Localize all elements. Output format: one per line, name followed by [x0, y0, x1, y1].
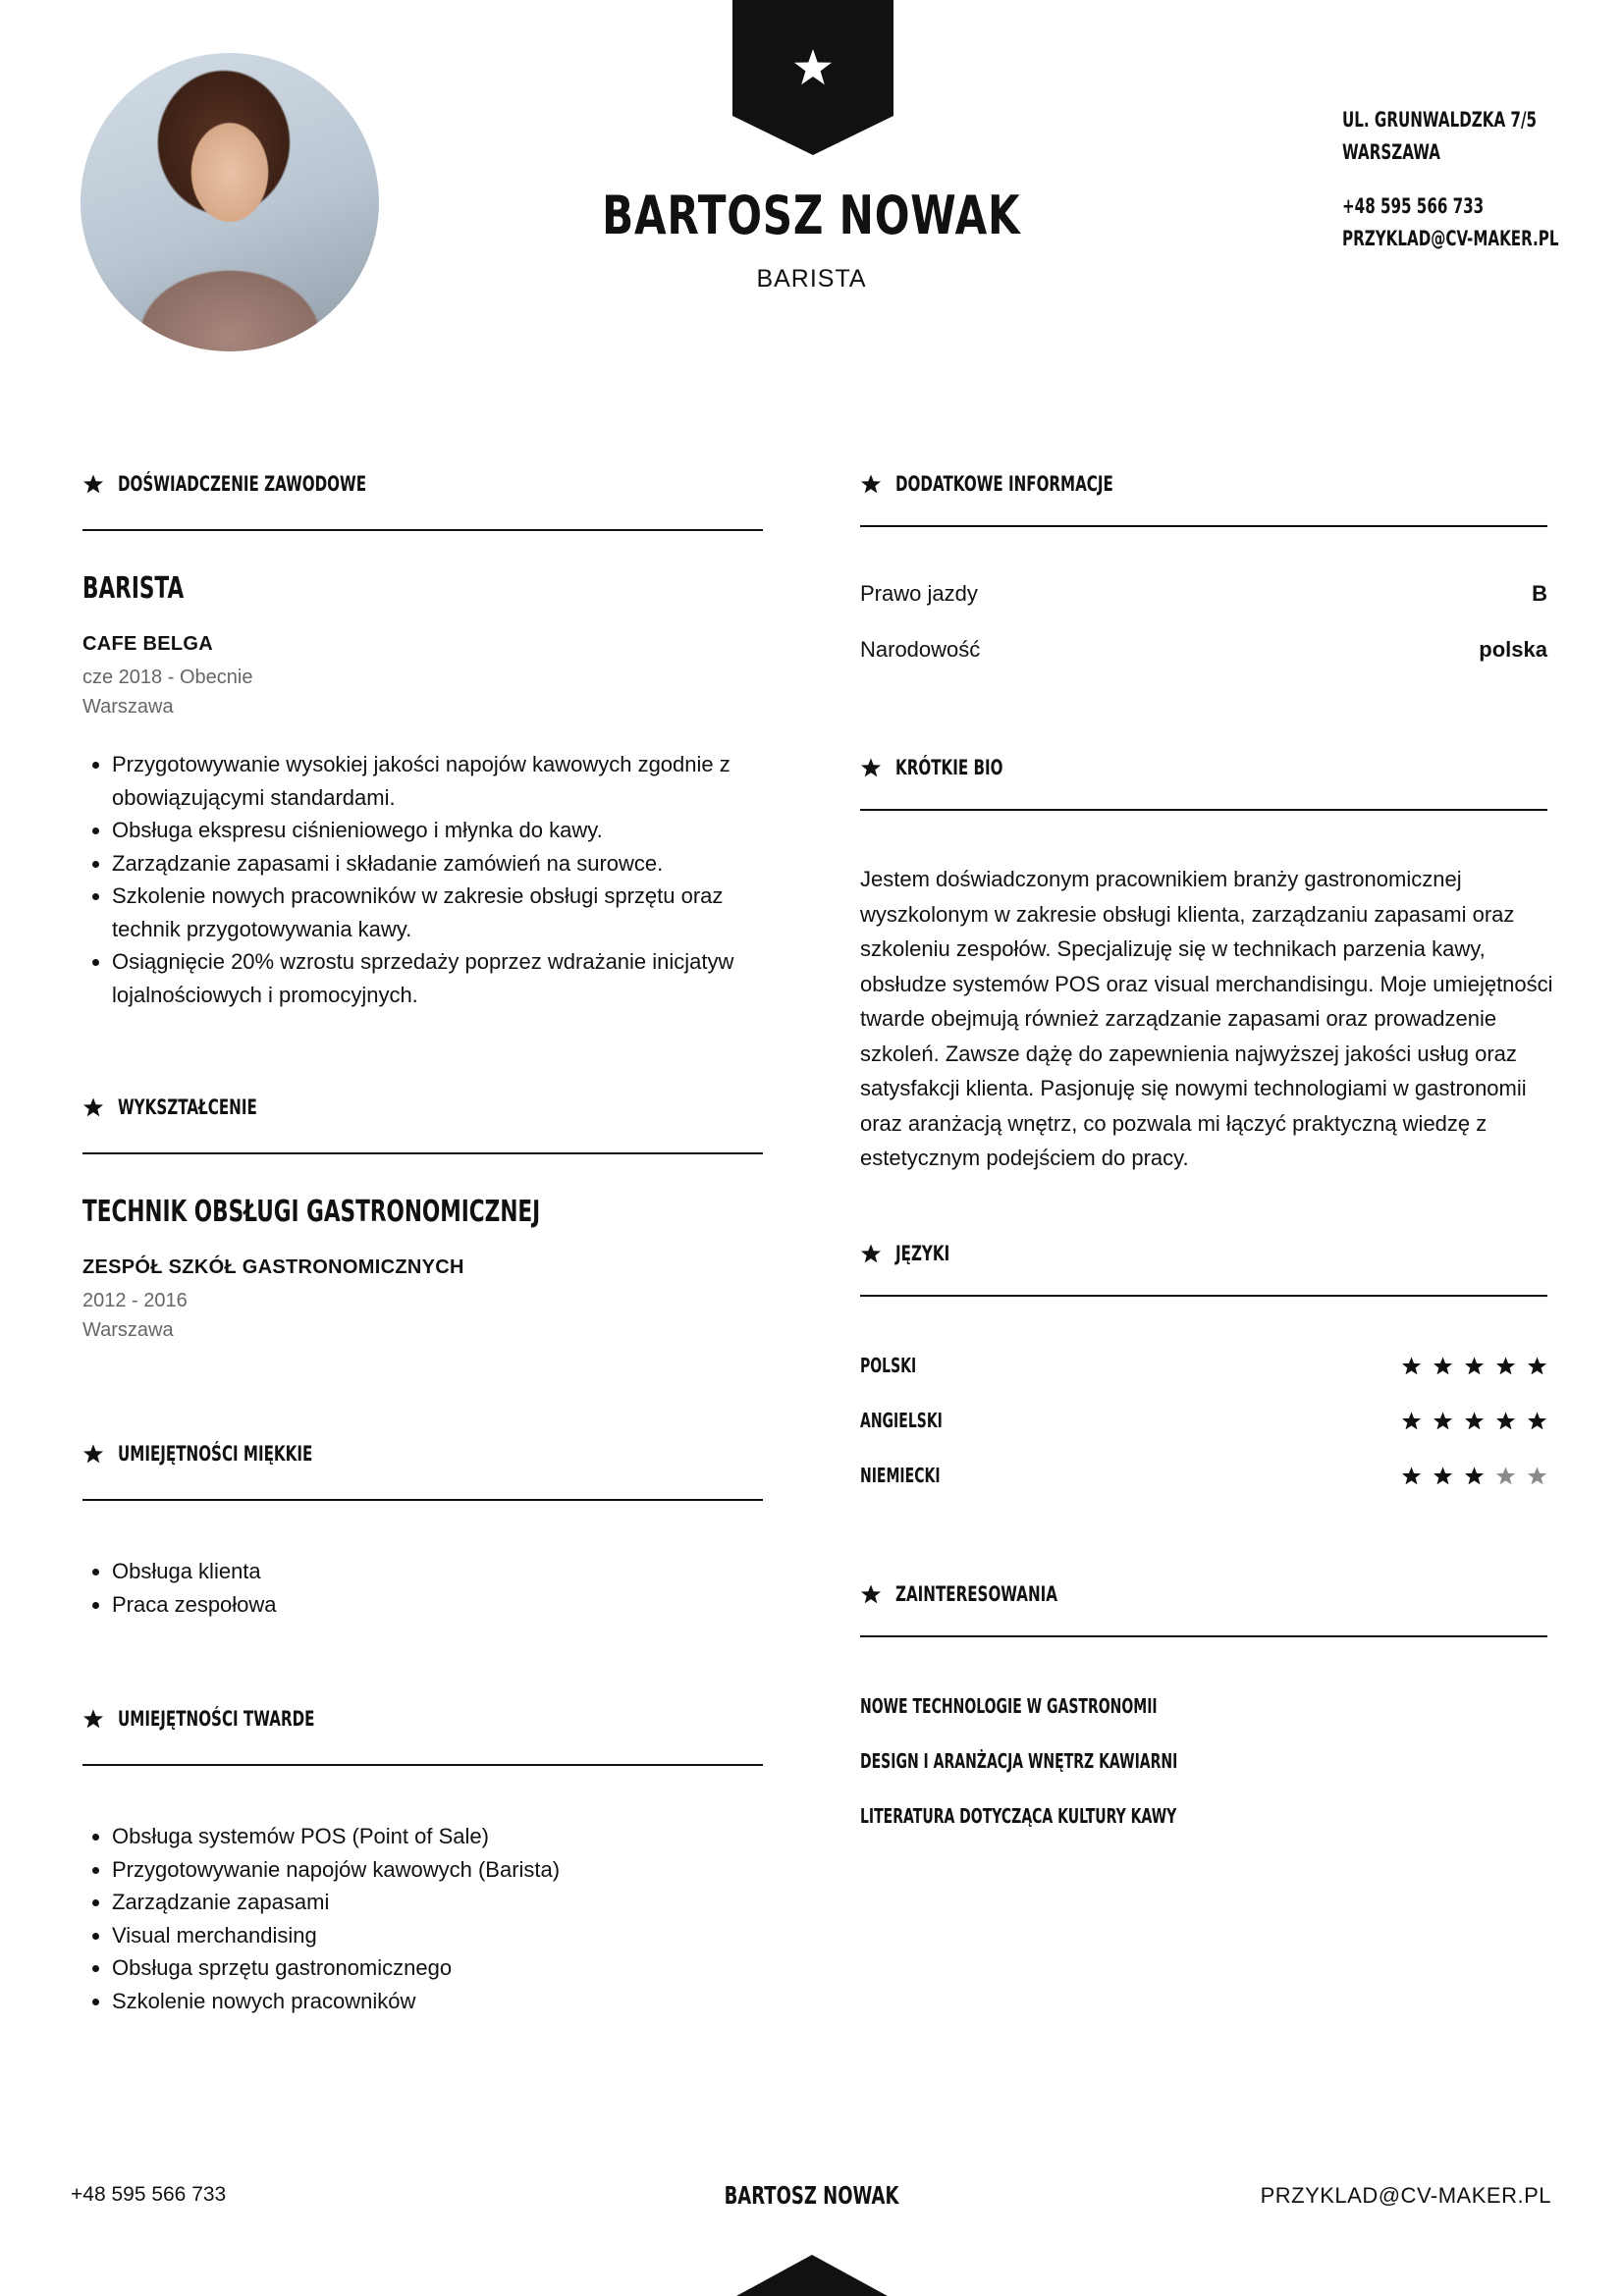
list-item: • Szkolenie nowych pracowników [112, 1985, 750, 2018]
section-title: WYKSZTAŁCENIE [118, 1095, 257, 1119]
list-item: • Przygotowywanie wysokiej jakości napojów kawowych zgodnie z obowiązującymi standardami. [112, 748, 750, 814]
footer-triangle [736, 2255, 888, 2296]
section-title: UMIEJĘTNOŚCI TWARDE [118, 1706, 315, 1731]
star-icon [860, 1583, 882, 1605]
section-divider [82, 1152, 763, 1154]
language-row [860, 1464, 1547, 1493]
star-filled-icon [1464, 1466, 1485, 1486]
star-filled-icon [1401, 1466, 1422, 1486]
soft-skills-section [82, 1439, 763, 1468]
language-rating [1401, 1411, 1547, 1431]
section-title: DOŚWIADCZENIE ZAWODOWE [118, 471, 367, 496]
section-divider [860, 1295, 1547, 1297]
footer-name: BARTOSZ NOWAK [724, 2181, 899, 2210]
star-filled-icon [1433, 1356, 1453, 1376]
star-filled-icon [1527, 1411, 1547, 1431]
star-icon [82, 473, 104, 495]
list-item: • Obsługa ekspresu ciśnieniowego i młynka do kawy. [112, 814, 750, 847]
star-filled-icon [1495, 1356, 1516, 1376]
phone: +48 595 566 733 [1342, 194, 1485, 218]
soft-skills-list [82, 1555, 750, 1621]
section-divider [860, 809, 1547, 811]
education-section [82, 1093, 763, 1122]
info-value: polska [1479, 637, 1547, 662]
section-divider [860, 1635, 1547, 1637]
language-row [860, 1354, 1547, 1383]
info-label: Prawo jazdy [860, 581, 978, 606]
list-item: • Obsługa klienta [112, 1555, 750, 1588]
section-title: ZAINTERESOWANIA [895, 1581, 1057, 1606]
additional-info-section [860, 469, 1547, 499]
list-item: • Praca zespołowa [112, 1588, 750, 1622]
info-label: Narodowość [860, 637, 981, 662]
list-item: • Osiągnięcie 20% wzrostu sprzedaży poprzez wdrażanie inicjatyw lojalnościowych i promocyjnych. [112, 945, 750, 1011]
section-title: JĘZYKI [895, 1241, 950, 1265]
languages-section [860, 1239, 1547, 1268]
section-divider [82, 1764, 763, 1766]
list-item: • Zarządzanie zapasami [112, 1886, 750, 1919]
section-divider [82, 1499, 763, 1501]
footer-phone: +48 595 566 733 [71, 2183, 227, 2206]
address-line2: WARSZAWA [1342, 140, 1440, 164]
star-filled-icon [1401, 1356, 1422, 1376]
star-filled-icon [1464, 1411, 1485, 1431]
candidate-job-title: BARISTA [756, 265, 867, 293]
star-icon [82, 1443, 104, 1465]
star-icon [860, 1243, 882, 1264]
list-item: • Zarządzanie zapasami i składanie zamówień na surowce. [112, 847, 750, 881]
experience-section [82, 469, 763, 499]
list-item: • Visual merchandising [112, 1919, 750, 1952]
section-title: UMIEJĘTNOŚCI MIĘKKIE [118, 1441, 313, 1466]
star-icon [82, 1708, 104, 1730]
language-row [860, 1409, 1547, 1438]
degree: TECHNIK OBSŁUGI GASTRONOMICZNEJ [82, 1195, 541, 1229]
star-empty-icon [1527, 1466, 1547, 1486]
list-item: • Szkolenie nowych pracowników w zakresie obsługi sprzętu oraz technik przygotowywania kawy. [112, 880, 750, 945]
star-icon [82, 1096, 104, 1118]
info-value: B [1532, 581, 1547, 606]
language-rating [1401, 1466, 1547, 1486]
section-divider [860, 525, 1547, 527]
star-filled-icon [1433, 1411, 1453, 1431]
job-period: cze 2018 - Obecnie [82, 667, 253, 688]
interest-item: DESIGN I ARANŻACJA WNĘTRZ KAWIARNI [860, 1749, 1178, 1773]
list-item: • Przygotowywanie napojów kawowych (Barista) [112, 1853, 750, 1887]
language-name: ANGIELSKI [860, 1409, 943, 1432]
star-filled-icon [1495, 1411, 1516, 1431]
interests-section [860, 1579, 1547, 1609]
list-item: • Obsługa sprzętu gastronomicznego [112, 1951, 750, 1985]
star-icon [860, 757, 882, 778]
star-empty-icon [1495, 1466, 1516, 1486]
language-name: NIEMIECKI [860, 1464, 941, 1487]
header-ribbon [732, 0, 893, 155]
star-filled-icon [1527, 1356, 1547, 1376]
hard-skills-list [82, 1820, 750, 2017]
contact-block [1342, 104, 1623, 255]
hard-skills-section [82, 1704, 763, 1734]
candidate-name: BARTOSZ NOWAK [602, 185, 1021, 246]
job-location: Warszawa [82, 696, 174, 718]
star-filled-icon [1401, 1411, 1422, 1431]
star-filled-icon [1433, 1466, 1453, 1486]
company-name: CAFE BELGA [82, 633, 213, 655]
address-line1: UL. GRUNWALDZKA 7/5 [1342, 108, 1537, 132]
language-rating [1401, 1356, 1547, 1376]
interest-item: NOWE TECHNOLOGIE W GASTRONOMII [860, 1694, 1158, 1718]
section-title: KRÓTKIE BIO [895, 755, 1003, 779]
star-icon [860, 473, 882, 495]
section-divider [82, 529, 763, 531]
language-name: POLSKI [860, 1354, 917, 1377]
school-name: ZESPÓŁ SZKÓŁ GASTRONOMICZNYCH [82, 1256, 464, 1278]
list-item: • Obsługa systemów POS (Point of Sale) [112, 1820, 750, 1853]
star-filled-icon [1464, 1356, 1485, 1376]
footer-email: PRZYKLAD@CV-MAKER.PL [1260, 2183, 1551, 2208]
experience-bullets [82, 748, 750, 1011]
interest-item: LITERATURA DOTYCZĄCA KULTURY KAWY [860, 1804, 1177, 1828]
education-location: Warszawa [82, 1319, 174, 1341]
bio-section [860, 753, 1547, 782]
bio-text: Jestem doświadczonym pracownikiem branży gastronomicznej wyszkolonym w zakresie obsługi klienta, zarządzaniu zapasami oraz szkoleniu zespołów. Specjalizuję się w technikach parzenia kawy, obsłudze systemów POS oraz visual merchandisingu. Moje umiejętności twarde obejmują również zarządzanie zapasami oraz prowadzenie szkoleń. Zawsze dążę do zapewnienia najwyższej jakości usług oraz satysfakcji klienta. Pasjonuję się nowymi technologiami w gastronomii oraz aranżacją wnętrz, co pozwala mi łączyć praktyczną wiedzę z estetycznym podejściem do pracy. [860, 867, 1553, 1170]
job-role: BARISTA [82, 571, 185, 606]
education-period: 2012 - 2016 [82, 1290, 188, 1311]
email: PRZYKLAD@CV-MAKER.PL [1342, 227, 1559, 250]
section-title: DODATKOWE INFORMACJE [895, 471, 1113, 496]
